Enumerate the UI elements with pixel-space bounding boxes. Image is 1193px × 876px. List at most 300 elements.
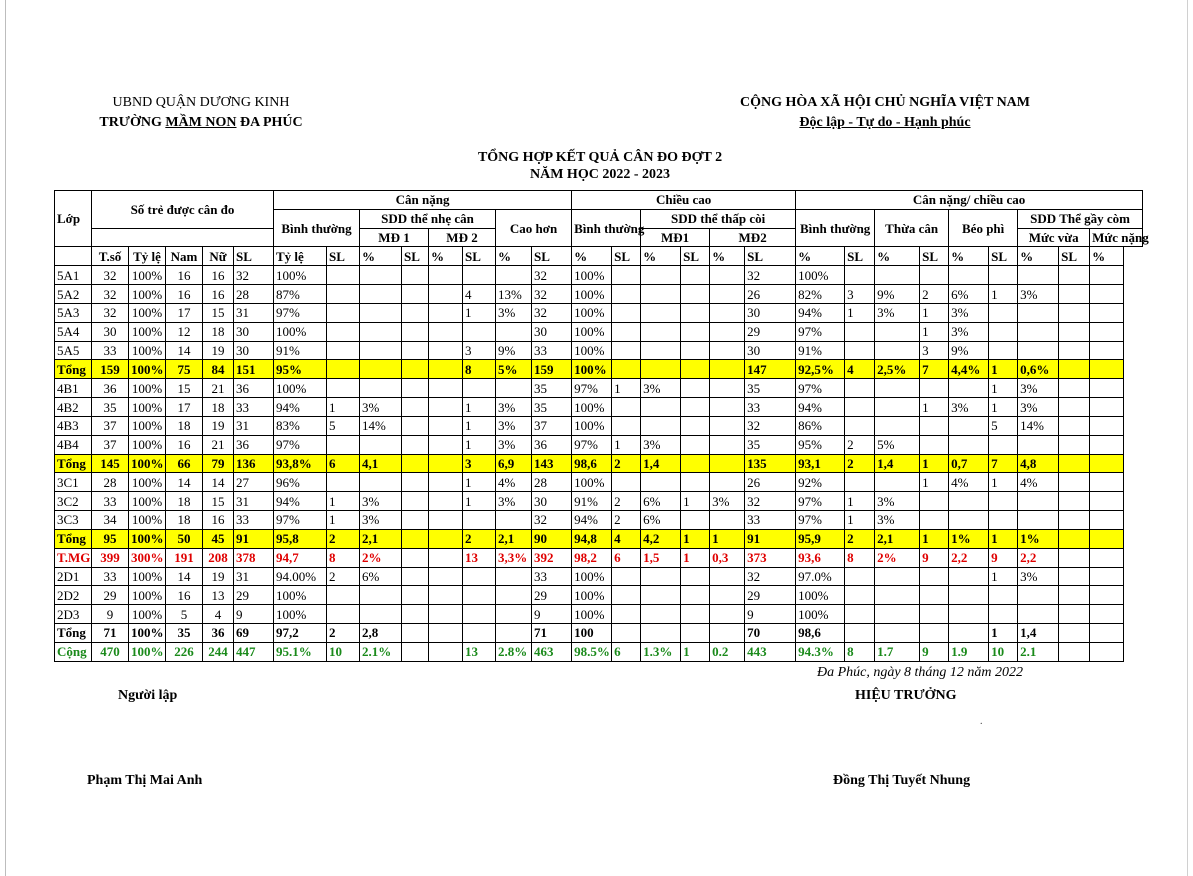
header-right	[690, 93, 1080, 133]
table-cell	[429, 416, 463, 435]
table-cell: 1.3%	[641, 642, 681, 661]
table-cell: 470	[92, 642, 129, 661]
table-cell: 2	[327, 624, 360, 643]
table-cell: 33	[532, 341, 572, 360]
table-cell	[875, 322, 920, 341]
table-cell: 14%	[1018, 416, 1059, 435]
table-cell	[1059, 642, 1090, 661]
table-cell	[710, 624, 745, 643]
table-cell: 15	[203, 303, 234, 322]
table-cell: 100%	[572, 473, 612, 492]
table-cell	[463, 586, 496, 605]
table-cell	[1090, 548, 1124, 567]
table-cell: 4%	[1018, 473, 1059, 492]
table-cell: 2	[463, 529, 496, 548]
table-cell: 6	[327, 454, 360, 473]
table-cell: 1	[463, 473, 496, 492]
table-cell	[360, 341, 402, 360]
table-cell: 5%	[496, 360, 532, 379]
table-cell	[402, 567, 429, 586]
table-cell	[681, 473, 710, 492]
table-cell	[1090, 379, 1124, 398]
table-row	[55, 435, 1143, 454]
table-cell	[1059, 473, 1090, 492]
table-cell: 4	[845, 360, 875, 379]
table-cell: 100%	[129, 266, 166, 285]
table-cell: 28	[234, 285, 274, 304]
table-cell: 16	[166, 266, 203, 285]
table-cell: 3%	[710, 492, 745, 511]
table-cell: 100%	[129, 454, 166, 473]
table-cell	[1059, 567, 1090, 586]
table-cell: 83%	[274, 416, 327, 435]
table-cell: 2	[845, 454, 875, 473]
table-cell	[429, 548, 463, 567]
table-cell: 16	[166, 435, 203, 454]
table-cell: 36	[203, 624, 234, 643]
table-cell	[402, 642, 429, 661]
table-row	[55, 473, 1143, 492]
table-cell: 100%	[796, 586, 845, 605]
table-cell: 37	[92, 435, 129, 454]
table-cell: 97%	[796, 492, 845, 511]
table-cell: 8	[845, 642, 875, 661]
table-cell	[327, 303, 360, 322]
table-cell: 9	[920, 548, 949, 567]
table-cell	[360, 266, 402, 285]
table-cell: 98,2	[572, 548, 612, 567]
table-cell	[429, 605, 463, 624]
table-cell	[496, 586, 532, 605]
title-line-1: TỔNG HỢP KẾT QUẢ CÂN ĐO ĐỢT 2	[477, 150, 723, 165]
table-cell: 91	[234, 529, 274, 548]
table-cell: 100%	[129, 360, 166, 379]
col-header-muc-vua: Mức vừa	[1018, 228, 1090, 247]
table-cell: 4	[203, 605, 234, 624]
table-cell: 1	[845, 492, 875, 511]
table-cell	[681, 605, 710, 624]
table-cell	[845, 266, 875, 285]
table-cell: 97%	[274, 435, 327, 454]
table-cell: 9%	[949, 341, 989, 360]
table-cell	[1059, 285, 1090, 304]
table-cell: 32	[92, 285, 129, 304]
table-cell: 32	[532, 511, 572, 530]
table-cell: 2	[920, 285, 949, 304]
table-cell	[1090, 586, 1124, 605]
row-label: Tổng	[55, 624, 92, 643]
table-cell: 4,1	[360, 454, 402, 473]
title-line-2: NĂM HỌC 2022 - 2023	[530, 167, 670, 182]
col-header-binh-thuong: Bình thường	[274, 209, 360, 247]
table-cell	[989, 266, 1018, 285]
table-cell	[641, 285, 681, 304]
table-cell: 0,6%	[1018, 360, 1059, 379]
col-header-percent: %	[949, 247, 989, 266]
table-cell: 3%	[949, 322, 989, 341]
table-cell: 95,8	[274, 529, 327, 548]
table-cell	[1090, 303, 1124, 322]
table-cell: 28	[92, 473, 129, 492]
table-cell: 18	[166, 492, 203, 511]
table-cell: 33	[532, 567, 572, 586]
table-cell	[641, 398, 681, 417]
table-cell: 30	[532, 322, 572, 341]
table-cell	[360, 303, 402, 322]
table-cell: 36	[234, 379, 274, 398]
col-header-binh-thuong-cc: Bình thường	[572, 209, 641, 247]
table-cell	[1059, 624, 1090, 643]
table-cell: 94,7	[274, 548, 327, 567]
table-cell: 30	[234, 322, 274, 341]
table-cell: 33	[92, 341, 129, 360]
table-cell: 100%	[796, 605, 845, 624]
table-cell	[1018, 341, 1059, 360]
table-cell	[641, 360, 681, 379]
table-cell	[1018, 266, 1059, 285]
table-cell: 100%	[572, 398, 612, 417]
table-cell: 3%	[360, 511, 402, 530]
table-cell: 100%	[572, 322, 612, 341]
table-cell	[845, 624, 875, 643]
table-cell	[1090, 605, 1124, 624]
col-header-empty	[55, 247, 92, 266]
table-cell: 100%	[274, 605, 327, 624]
row-label: Tổng	[55, 360, 92, 379]
table-cell	[1059, 511, 1090, 530]
table-cell	[612, 567, 641, 586]
table-cell: 69	[234, 624, 274, 643]
table-cell: 100%	[129, 529, 166, 548]
table-cell	[429, 379, 463, 398]
table-cell	[429, 454, 463, 473]
table-row	[55, 567, 1143, 586]
table-cell: 97.0%	[796, 567, 845, 586]
table-cell	[710, 435, 745, 454]
table-cell: 27	[234, 473, 274, 492]
country-name: CỘNG HÒA XÃ HỘI CHỦ NGHĨA VIỆT NAM	[739, 95, 1030, 110]
principal-title: HIỆU TRƯỞNG	[855, 688, 957, 703]
table-cell	[1059, 492, 1090, 511]
table-cell	[402, 492, 429, 511]
table-cell: 31	[234, 303, 274, 322]
table-cell: 100%	[274, 266, 327, 285]
table-cell	[1018, 303, 1059, 322]
table-cell	[402, 398, 429, 417]
table-cell: 2	[845, 435, 875, 454]
table-cell: 1	[463, 435, 496, 454]
table-cell: 33	[234, 398, 274, 417]
row-label: 3C3	[55, 511, 92, 530]
table-cell	[875, 605, 920, 624]
table-cell: 4,2	[641, 529, 681, 548]
table-cell	[496, 605, 532, 624]
table-cell	[875, 586, 920, 605]
header-left	[78, 93, 324, 133]
table-cell: 4,8	[1018, 454, 1059, 473]
table-cell: 5	[989, 416, 1018, 435]
table-cell: 91%	[274, 341, 327, 360]
table-cell: 3%	[496, 416, 532, 435]
table-cell: 1	[920, 473, 949, 492]
table-row	[55, 642, 1143, 661]
table-cell: 14	[166, 567, 203, 586]
table-cell	[429, 511, 463, 530]
table-cell: 30	[745, 341, 796, 360]
table-cell: 1	[710, 529, 745, 548]
table-cell	[710, 322, 745, 341]
col-header-md1b: MĐ1	[641, 228, 710, 247]
table-cell: 100%	[129, 285, 166, 304]
table-cell	[681, 266, 710, 285]
table-cell: 151	[234, 360, 274, 379]
col-header-beo-phi: Béo phì	[949, 209, 1018, 247]
table-cell	[920, 511, 949, 530]
table-cell: 75	[166, 360, 203, 379]
table-cell: 1	[989, 529, 1018, 548]
table-cell	[327, 435, 360, 454]
table-cell: 2,1	[360, 529, 402, 548]
table-cell	[429, 529, 463, 548]
table-cell	[845, 416, 875, 435]
table-cell	[681, 303, 710, 322]
table-cell	[402, 586, 429, 605]
table-cell	[1090, 642, 1124, 661]
table-cell	[710, 266, 745, 285]
table-cell	[710, 416, 745, 435]
table-cell: 1	[612, 379, 641, 398]
table-cell: 3%	[1018, 379, 1059, 398]
table-cell: 1	[989, 285, 1018, 304]
table-cell	[949, 379, 989, 398]
table-cell: 8	[463, 360, 496, 379]
table-cell: 1	[920, 398, 949, 417]
table-cell: 2	[612, 492, 641, 511]
table-cell: 95%	[274, 360, 327, 379]
table-cell: 31	[234, 567, 274, 586]
table-cell	[641, 567, 681, 586]
table-cell	[463, 605, 496, 624]
col-header-sdd-gay-com: SDD Thể gầy còm	[1018, 209, 1143, 228]
table-cell: 3%	[875, 492, 920, 511]
table-cell	[612, 624, 641, 643]
col-header-percent: %	[641, 247, 681, 266]
table-cell	[681, 435, 710, 454]
col-header-spacer	[92, 228, 274, 247]
table-cell	[327, 360, 360, 379]
table-cell: 21	[203, 435, 234, 454]
table-cell: 1	[989, 379, 1018, 398]
table-cell: 18	[203, 398, 234, 417]
row-label: 2D2	[55, 586, 92, 605]
table-cell	[681, 416, 710, 435]
table-cell: 2	[845, 529, 875, 548]
table-cell: 93,1	[796, 454, 845, 473]
table-cell	[710, 473, 745, 492]
table-cell	[1090, 492, 1124, 511]
table-cell	[989, 586, 1018, 605]
table-cell	[681, 285, 710, 304]
table-cell	[920, 379, 949, 398]
table-cell	[1059, 322, 1090, 341]
table-cell: 26	[745, 285, 796, 304]
table-cell: 9	[532, 605, 572, 624]
table-cell: 13	[463, 642, 496, 661]
table-cell: 33	[745, 511, 796, 530]
table-cell: 91%	[796, 341, 845, 360]
table-cell	[845, 473, 875, 492]
document-title	[300, 149, 900, 183]
table-cell	[402, 624, 429, 643]
table-cell: 1	[989, 624, 1018, 643]
table-cell: 100%	[129, 642, 166, 661]
table-cell	[429, 266, 463, 285]
table-cell: 1%	[1018, 529, 1059, 548]
table-cell: 2.1%	[360, 642, 402, 661]
col-header-sl: SL	[920, 247, 949, 266]
table-cell	[360, 586, 402, 605]
table-cell	[327, 341, 360, 360]
table-cell: 9%	[875, 285, 920, 304]
table-row	[55, 511, 1143, 530]
table-cell	[949, 605, 989, 624]
table-cell: 100%	[572, 605, 612, 624]
table-cell: 10	[989, 642, 1018, 661]
table-cell: 100%	[129, 624, 166, 643]
col-header-cn-cc: Cân nặng/ chiều cao	[796, 191, 1143, 210]
table-cell	[463, 322, 496, 341]
table-cell	[1090, 416, 1124, 435]
table-cell: 98,6	[572, 454, 612, 473]
table-cell: 1	[681, 548, 710, 567]
table-cell: 29	[234, 586, 274, 605]
table-cell	[429, 642, 463, 661]
table-cell: 97%	[796, 379, 845, 398]
table-cell: 18	[166, 416, 203, 435]
row-label: 4B3	[55, 416, 92, 435]
table-cell	[429, 303, 463, 322]
table-cell: 32	[745, 416, 796, 435]
table-cell: 95,9	[796, 529, 845, 548]
table-cell: 37	[92, 416, 129, 435]
table-cell	[949, 435, 989, 454]
table-cell: 32	[234, 266, 274, 285]
table-cell	[875, 416, 920, 435]
table-cell	[360, 473, 402, 492]
table-row	[55, 360, 1143, 379]
table-cell	[949, 416, 989, 435]
table-cell: 36	[92, 379, 129, 398]
row-label: Cộng	[55, 642, 92, 661]
row-label: 2D1	[55, 567, 92, 586]
table-cell: 79	[203, 454, 234, 473]
table-cell: 14	[166, 473, 203, 492]
table-cell: 1	[845, 511, 875, 530]
table-cell: 145	[92, 454, 129, 473]
table-cell	[681, 624, 710, 643]
table-cell: 100%	[129, 341, 166, 360]
table-cell: 95	[92, 529, 129, 548]
table-cell	[920, 586, 949, 605]
table-cell: 13	[463, 548, 496, 567]
col-header-percent: %	[360, 247, 402, 266]
table-cell: 2,1	[496, 529, 532, 548]
table-cell: 100%	[274, 586, 327, 605]
table-cell	[845, 586, 875, 605]
table-cell: 91	[745, 529, 796, 548]
table-cell: 3%	[641, 379, 681, 398]
table-cell	[1090, 360, 1124, 379]
table-cell: 3%	[496, 303, 532, 322]
col-header-sl: SL	[532, 247, 572, 266]
table-cell: 226	[166, 642, 203, 661]
table-cell: 1	[845, 303, 875, 322]
table-cell: 100%	[129, 511, 166, 530]
table-cell: 33	[92, 492, 129, 511]
table-cell	[327, 586, 360, 605]
col-header-sl: SL	[234, 247, 274, 266]
table-cell	[612, 605, 641, 624]
table-cell: 82%	[796, 285, 845, 304]
table-cell: 2,2	[1018, 548, 1059, 567]
table-cell: 19	[203, 341, 234, 360]
school-name: TRƯỜNG MẦM NON ĐA PHÚC	[99, 115, 303, 130]
table-row	[55, 285, 1143, 304]
table-cell	[710, 586, 745, 605]
table-cell: 19	[203, 416, 234, 435]
table-cell: 100%	[129, 435, 166, 454]
table-cell: 66	[166, 454, 203, 473]
table-cell	[1059, 454, 1090, 473]
table-cell	[360, 285, 402, 304]
table-row	[55, 416, 1143, 435]
table-cell: 71	[92, 624, 129, 643]
table-cell	[1090, 322, 1124, 341]
table-row	[55, 266, 1143, 285]
table-cell: 3%	[360, 492, 402, 511]
table-cell	[1018, 605, 1059, 624]
table-cell: 399	[92, 548, 129, 567]
row-label: 3C2	[55, 492, 92, 511]
table-cell	[1018, 511, 1059, 530]
table-cell: 98.5%	[572, 642, 612, 661]
table-cell: 8	[327, 548, 360, 567]
col-header-md1: MĐ 1	[360, 228, 429, 247]
row-label: 4B1	[55, 379, 92, 398]
table-cell: 447	[234, 642, 274, 661]
table-cell	[429, 360, 463, 379]
table-cell	[681, 341, 710, 360]
table-cell: 3%	[360, 398, 402, 417]
preparer-title: Người lập	[118, 688, 178, 703]
table-cell	[327, 605, 360, 624]
table-cell	[612, 473, 641, 492]
table-cell: 100%	[129, 586, 166, 605]
stray-mark: .	[980, 716, 983, 727]
table-cell: 1	[920, 529, 949, 548]
table-cell: 100%	[572, 360, 612, 379]
table-cell	[1090, 435, 1124, 454]
table-cell: 1	[463, 492, 496, 511]
table-cell: 208	[203, 548, 234, 567]
col-header-sl: SL	[327, 247, 360, 266]
table-cell: 35	[745, 435, 796, 454]
table-cell: 9	[234, 605, 274, 624]
table-cell: 3%	[949, 303, 989, 322]
col-header-tso: T.số	[92, 247, 129, 266]
table-cell	[463, 379, 496, 398]
col-header-percent: %	[1090, 247, 1124, 266]
